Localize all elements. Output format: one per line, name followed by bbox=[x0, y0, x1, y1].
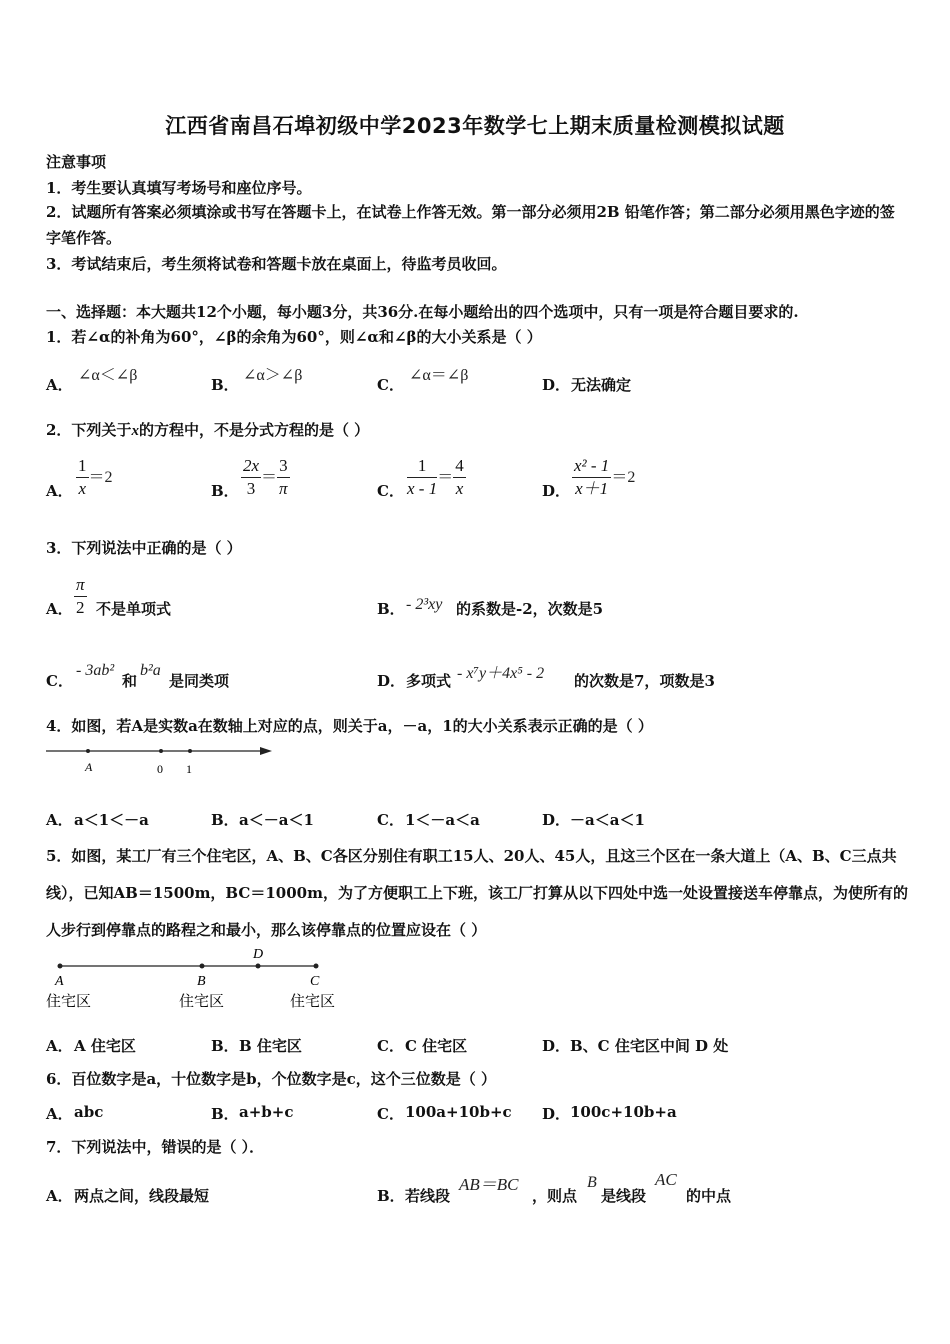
q7-option-b-point: B bbox=[587, 1174, 597, 1191]
q5-label-d: D． bbox=[542, 1037, 571, 1055]
q4-label-c: C． bbox=[377, 811, 404, 829]
q3-label-b: B． bbox=[377, 600, 405, 618]
axis-arrow bbox=[260, 747, 272, 755]
q3-option-a-expr: $\frac{\pi}{2}$ bbox=[76, 575, 85, 617]
q5-option-b: B 住宅区 bbox=[239, 1037, 302, 1055]
label-a: A bbox=[55, 974, 64, 989]
q3-option-d-text: 的次数是7，项数是3 bbox=[574, 672, 715, 690]
q6-option-b: a+b+c bbox=[239, 1103, 294, 1121]
q7-stem: 7．下列说法中，错误的是（ ）． bbox=[46, 1138, 265, 1156]
q6-label-a: A． bbox=[46, 1105, 73, 1123]
q1-option-c: ∠α＝∠β bbox=[409, 367, 469, 384]
axis-label-1: 1 bbox=[186, 762, 192, 776]
q4-number-line bbox=[44, 740, 279, 780]
q3-option-c-text: 是同类项 bbox=[169, 672, 230, 690]
q1-option-b: ∠α＞∠β bbox=[243, 367, 303, 384]
axis-label-a: A bbox=[85, 760, 93, 774]
q3-option-a-text: 不是单项式 bbox=[96, 600, 172, 618]
point-c bbox=[314, 964, 319, 969]
q5-label-c: C． bbox=[377, 1037, 404, 1055]
q1-label-d: D． bbox=[542, 376, 571, 394]
q1-stem: 1．若∠α的补角为60°，∠β的余角为60°，则∠α和∠β的大小关系是（ ） bbox=[46, 328, 542, 346]
q5-label-b: B． bbox=[211, 1037, 239, 1055]
q3-label-d: D． bbox=[377, 672, 406, 690]
q4-option-d: －a＜a＜1 bbox=[570, 811, 645, 829]
q4-label-b: B． bbox=[211, 811, 239, 829]
q6-label-d: D． bbox=[542, 1105, 571, 1123]
q5-stem: 5．如图，某工厂有三个住宅区，A、B、C各区分别住有职工15人、20人、45人，且这三个区在一条大道上（A、B、C三点共线），已知AB＝1500m，BC＝1000m，为了方便职工上下班，该工厂打算从以下四处中选一处设置接送车停靠点，为使所有的人步行到停靠点的路程之和最小，那么该停靠点的位置应设在（ ） bbox=[46, 847, 908, 939]
notice-item-3: 3．考试结束后，考生须将试卷和答题卡放在桌面上，待监考员收回。 bbox=[46, 255, 507, 273]
q5-option-d: B、C 住宅区中间 D 处 bbox=[570, 1037, 729, 1055]
q2-option-a: $\frac{1}{x}$ ＝2 bbox=[78, 456, 113, 498]
q6-label-b: B． bbox=[211, 1105, 239, 1123]
q4-label-d: D． bbox=[542, 811, 571, 829]
q4-label-a: A． bbox=[46, 811, 73, 829]
label-b: B bbox=[197, 974, 206, 989]
q7-option-b-post: 的中点 bbox=[686, 1187, 732, 1205]
q6-label-c: C． bbox=[377, 1105, 404, 1123]
section-heading: 一、选择题：本大题共12个小题，每小题3分，共36分.在每小题给出的四个选项中，只有一项是符合题目要求的. bbox=[46, 303, 799, 321]
q6-option-c: 100a+10b+c bbox=[405, 1103, 512, 1121]
q2-option-b: $\frac{2x}{3}$ ＝ $\frac{3}{\pi}$ bbox=[243, 456, 288, 498]
q2-stem: 2．下列关于x的方程中，不是分式方程的是（ ） bbox=[46, 421, 370, 439]
notice-heading: 注意事项 bbox=[46, 153, 107, 171]
q7-option-b-expr2: AC bbox=[655, 1170, 677, 1189]
q7-option-b-mid2: 是线段 bbox=[601, 1187, 647, 1205]
q7-option-b-pre: 若线段 bbox=[405, 1187, 451, 1205]
q3-option-d-pre: 多项式 bbox=[406, 672, 452, 690]
q1-label-a: A． bbox=[46, 376, 73, 394]
q3-stem: 3．下列说法中正确的是（ ） bbox=[46, 539, 242, 557]
q5-label-a: A． bbox=[46, 1037, 73, 1055]
point-a bbox=[86, 749, 90, 753]
notice-item-2: 2．试题所有答案必须填涂或书写在答题卡上，在试卷上作答无效。第一部分必须用2B 铅笔作答；第二部分必须用黑色字迹的签字笔作答。 bbox=[46, 203, 895, 247]
q4-option-c: 1＜－a＜a bbox=[405, 811, 480, 829]
point-1 bbox=[188, 749, 192, 753]
q1-option-a: ∠α＜∠β bbox=[78, 367, 138, 384]
q1-label-b: B． bbox=[211, 376, 239, 394]
q2-label-c: C． bbox=[377, 482, 404, 500]
area-label-b: 住宅区 bbox=[179, 993, 225, 1010]
axis-label-0: 0 bbox=[157, 762, 163, 776]
point-d bbox=[256, 964, 261, 969]
q6-option-a: abc bbox=[74, 1103, 104, 1121]
point-0 bbox=[159, 749, 163, 753]
q4-stem: 4．如图，若A是实数a在数轴上对应的点，则关于a，－a，1的大小关系表示正确的是（ ） bbox=[46, 717, 653, 735]
label-d: D bbox=[253, 947, 264, 962]
q2-label-b: B． bbox=[211, 482, 239, 500]
q6-stem: 6．百位数字是a，十位数字是b，个位数字是c，这个三位数是（ ） bbox=[46, 1070, 497, 1088]
point-b bbox=[200, 964, 205, 969]
q4-option-a: a＜1＜－a bbox=[74, 811, 149, 829]
q3-option-c-expr1: - 3ab² bbox=[76, 662, 115, 679]
q1-label-c: C． bbox=[377, 376, 404, 394]
q7-label-b: B． bbox=[377, 1187, 405, 1205]
q7-option-b-expr1: AB＝BC bbox=[459, 1175, 519, 1194]
q1-option-d: 无法确定 bbox=[571, 376, 632, 394]
area-label-c: 住宅区 bbox=[290, 993, 336, 1010]
point-a bbox=[58, 964, 63, 969]
notice-item-1: 1．考生要认真填写考场号和座位序号。 bbox=[46, 179, 312, 197]
label-c: C bbox=[310, 974, 320, 989]
q7-option-a: 两点之间，线段最短 bbox=[74, 1187, 210, 1205]
q3-label-a: A． bbox=[46, 600, 73, 618]
q5-diagram bbox=[44, 944, 354, 1012]
q6-option-d: 100c+10b+a bbox=[570, 1103, 677, 1121]
q7-option-b-mid: ，则点 bbox=[532, 1187, 578, 1205]
q2-label-a: A． bbox=[46, 482, 73, 500]
q3-option-b-expr: - 2³xy bbox=[406, 596, 443, 613]
q5-option-c: C 住宅区 bbox=[405, 1037, 468, 1055]
page-title: 江西省南昌石埠初级中学2023年数学七上期末质量检测模拟试题 bbox=[165, 114, 785, 138]
q3-option-b-text: 的系数是-2，次数是5 bbox=[456, 600, 604, 618]
q5-option-a: A 住宅区 bbox=[74, 1037, 136, 1055]
q2-option-d: $\frac{\text{x² - 1}}{x+1}$ ＝2 bbox=[574, 456, 636, 498]
q7-label-a: A． bbox=[46, 1187, 73, 1205]
area-label-a: 住宅区 bbox=[46, 993, 92, 1010]
q3-option-c-and: 和 bbox=[122, 672, 138, 690]
q2-option-c: $\frac{1}{x - 1}$ ＝ $\frac{4}{x}$ bbox=[407, 456, 464, 498]
q3-option-d-expr: - x⁷y＋4x⁵ - 2 bbox=[457, 665, 545, 682]
q3-label-c: C． bbox=[46, 672, 73, 690]
q3-option-c-expr2: b²a bbox=[140, 662, 161, 679]
q4-option-b: a＜－a＜1 bbox=[239, 811, 314, 829]
q2-label-d: D． bbox=[542, 482, 571, 500]
